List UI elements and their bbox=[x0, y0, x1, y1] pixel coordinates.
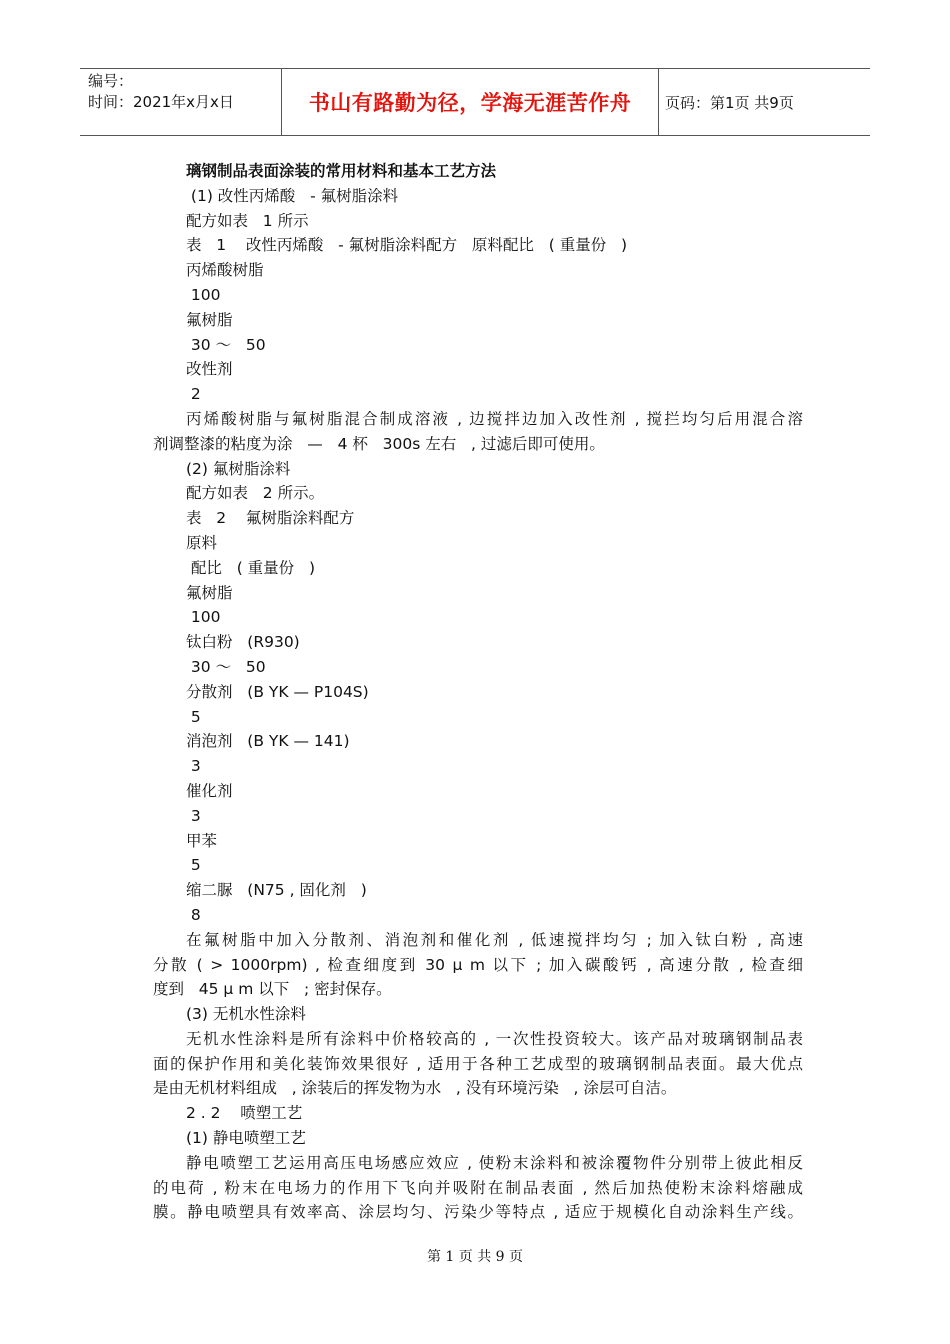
section-heading: (1) 改性丙烯酸 - 氟树脂涂料 bbox=[186, 186, 399, 205]
table-value: 100 bbox=[186, 285, 221, 304]
document-number-label: 编号： bbox=[88, 72, 134, 90]
table-item: 消泡剂 (B YK — 141) bbox=[186, 732, 350, 751]
table-item: 氟树脂 bbox=[186, 310, 233, 329]
paragraph-line: 无机水性涂料是所有涂料中价格较高的 , 一次性投资较大。该产品对玻璃钢制品表 bbox=[186, 1029, 803, 1048]
table-caption: 表 2 氟树脂涂料配方 bbox=[186, 509, 355, 528]
table-value: 30 ～ 50 bbox=[186, 335, 266, 354]
table-value: 100 bbox=[186, 608, 221, 627]
document-time-label: 时间：2021年x月x日 bbox=[88, 93, 234, 111]
table-value: 3 bbox=[186, 806, 201, 825]
section-heading: (2) 氟树脂涂料 bbox=[186, 459, 291, 478]
table-value: 30 ～ 50 bbox=[186, 657, 266, 676]
header-motto: 书山有路勤为径，学海无涯苦作舟 bbox=[308, 90, 632, 115]
paragraph-line: 膜。静电喷塑具有效率高、涂层均匀、污染少等特点 , 适应于规模化自动涂料生产线。 bbox=[153, 1203, 803, 1222]
table-item: 氟树脂 bbox=[186, 583, 233, 602]
paragraph-line: 的电荷 , 粉末在电场力的作用下飞向并吸附在制品表面 , 然后加热使粉末涂料熔融成 bbox=[153, 1178, 803, 1197]
paragraph-line: 静电喷塑工艺运用高压电场感应效应 , 使粉末涂料和被涂覆物件分别带上彼此相反 bbox=[186, 1153, 803, 1172]
page-footer: 第 1 页 共 9 页 bbox=[426, 1249, 524, 1265]
table-item: 缩二脲 (N75 , 固化剂 ) bbox=[186, 881, 367, 900]
table-item: 甲苯 bbox=[186, 831, 218, 850]
paragraph-line: 度到 45 μ m 以下 ; 密封保存。 bbox=[153, 980, 392, 999]
document-body bbox=[153, 159, 803, 1225]
paragraph-line: 分散 ( > 1000rpm) , 检查细度到 30 μ m 以下 ; 加入碳酸钙 , 高速分散 , 检查细 bbox=[153, 955, 803, 974]
table-item: 分散剂 (B YK — P104S) bbox=[186, 682, 369, 701]
paragraph-line: 丙烯酸树脂与氟树脂混合制成溶液 , 边搅拌边加入改性剂 , 搅拦均匀后用混合溶 bbox=[186, 409, 803, 428]
article-title: 璃钢制品表面涂装的常用材料和基本工艺方法 bbox=[186, 162, 497, 180]
table-value: 5 bbox=[186, 707, 201, 726]
table-value: 2 bbox=[186, 385, 201, 404]
paragraph-line: 面的保护作用和美化装饰效果很好 , 适用于各种工艺成型的玻璃钢制品表面。最大优点 bbox=[153, 1054, 803, 1073]
section-heading: (1) 静电喷塑工艺 bbox=[186, 1129, 306, 1148]
table-item: 改性剂 bbox=[186, 360, 233, 379]
section-heading: (3) 无机水性涂料 bbox=[186, 1005, 306, 1024]
table-item: 催化剂 bbox=[186, 781, 233, 800]
text-line: 配方如表 2 所示。 bbox=[186, 484, 325, 503]
table-header: 配比 ( 重量份 ) bbox=[186, 558, 316, 577]
table-caption: 表 1 改性丙烯酸 - 氟树脂涂料配方 原料配比 ( 重量份 ) bbox=[186, 236, 628, 255]
table-value: 5 bbox=[186, 856, 201, 875]
header-page-info: 页码：第1页 共9页 bbox=[658, 69, 870, 135]
paragraph-line: 剂调整漆的粘度为涂 — 4 杯 300s 左右 , 过滤后即可使用。 bbox=[153, 434, 605, 453]
table-item: 钛白粉 (R930) bbox=[186, 633, 300, 652]
header-info-cell bbox=[80, 69, 282, 135]
table-value: 8 bbox=[186, 905, 201, 924]
table-header: 原料 bbox=[186, 533, 218, 552]
text-line: 配方如表 1 所示 bbox=[186, 211, 309, 230]
table-item: 丙烯酸树脂 bbox=[186, 261, 264, 280]
page-header bbox=[80, 68, 870, 136]
table-value: 3 bbox=[186, 757, 201, 776]
paragraph-line: 是由无机材料组成 , 涂装后的挥发物为水 , 没有环境污染 , 涂层可自洁。 bbox=[153, 1079, 677, 1098]
paragraph-line: 在氟树脂中加入分散剂、消泡剂和催化剂 , 低速搅拌均匀 ; 加入钛白粉 , 高速 bbox=[186, 930, 803, 949]
section-heading: 2 . 2 喷塑工艺 bbox=[186, 1104, 303, 1123]
